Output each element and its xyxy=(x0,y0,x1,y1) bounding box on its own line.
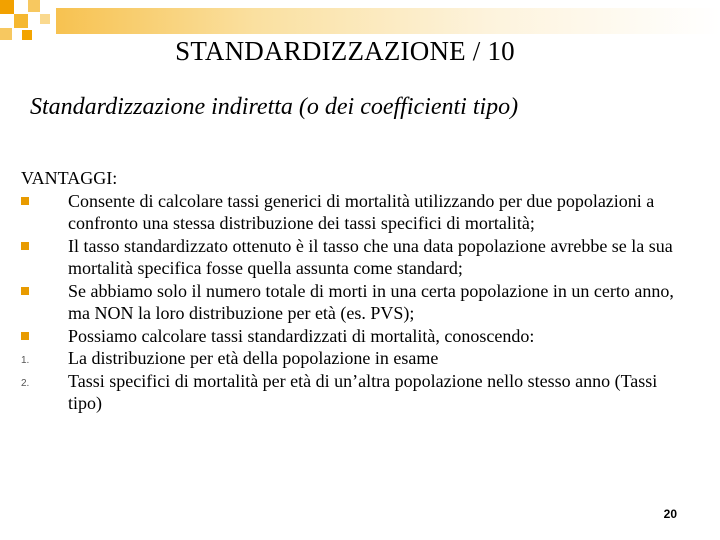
item-list xyxy=(21,190,681,415)
list-item xyxy=(21,235,681,280)
slide-title: STANDARDIZZAZIONE / 10 xyxy=(175,36,515,66)
list-item xyxy=(21,190,681,235)
slide-subtitle: Standardizzazione indiretta (o dei coefficienti tipo) xyxy=(30,94,519,120)
list-item-text: Tassi specifici di mortalità per età di un’altra popolazione nello stesso anno (Tassi tipo) xyxy=(68,370,658,413)
header-band xyxy=(56,8,720,34)
list-item xyxy=(21,280,681,325)
slide-body xyxy=(21,167,681,415)
list-item xyxy=(21,325,681,348)
list-item-text: La distribuzione per età della popolazione in esame xyxy=(68,348,439,368)
list-item-text: Possiamo calcolare tassi standardizzati di mortalità, conoscendo: xyxy=(68,325,535,346)
list-item-text: Il tasso standardizzato ottenuto è il tasso che una data popolazione avrebbe se la sua mortalità specifica fosse quella assunta come standard; xyxy=(68,235,673,278)
list-item: 1. La distribuzione per età della popolazione in esame xyxy=(21,348,439,368)
list-item: 2. Tassi specifici di mortalità per età di un’altra popolazione nello stesso anno (Tassi tipo) xyxy=(21,370,658,413)
list-item-text: Se abbiamo solo il numero totale di morti in una certa popolazione in un certo anno, ma NON la loro distribuzione per età (es. PVS); xyxy=(68,280,674,323)
list-item-text: Consente di calcolare tassi generici di mortalità utilizzando per due popolazioni a confronto una stessa distribuzione dei tassi specifici di mortalità; xyxy=(68,190,655,233)
page-number: 20 xyxy=(663,507,677,521)
section-heading: VANTAGGI: xyxy=(21,168,118,188)
